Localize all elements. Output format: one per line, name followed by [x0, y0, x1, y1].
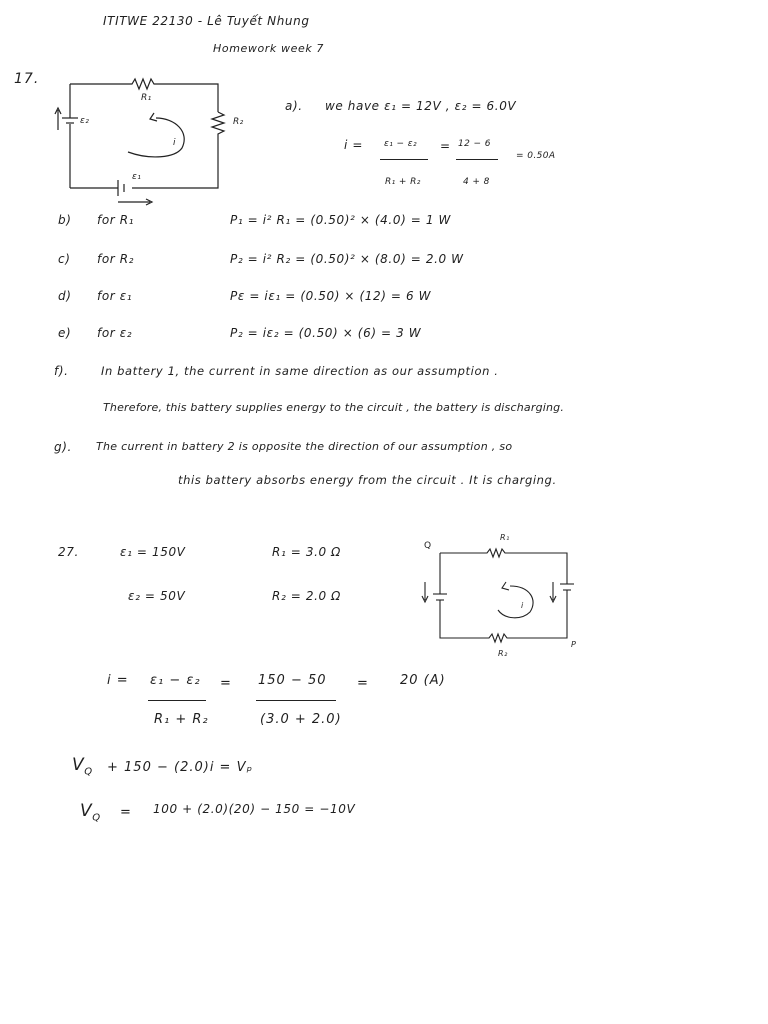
part-d-equation: Pε = iε₁ = (0.50) × (12) = 6 W: [230, 289, 432, 303]
part-c-equation: P₂ = i² R₂ = (0.50)² × (8.0) = 2.0 W: [230, 252, 464, 266]
p27-i-lhs: i =: [107, 673, 129, 688]
p27-eq1: =: [220, 676, 232, 691]
circuit27-p-label: P: [571, 640, 577, 649]
part-c-for: for R₂: [97, 252, 135, 266]
vq-symbol-1: [72, 755, 93, 777]
p27-fraction-bar-1: [148, 700, 206, 701]
part-f-line-1: In battery 1, the current in same direction as our assumption .: [101, 364, 499, 378]
homework-title: Homework week 7: [213, 42, 324, 55]
circuit27-r2-label: R₂: [498, 649, 508, 658]
vq-line-1: + 150 − (2.0)i = Vₚ: [107, 760, 254, 775]
p27-den2: (3.0 + 2.0): [260, 712, 342, 727]
part-a-den1: R₁ + R₂: [385, 177, 421, 187]
vq-line-2: 100 + (2.0)(20) − 150 = −10V: [153, 802, 356, 816]
p27-fraction-bar-2: [256, 700, 336, 701]
problem-27-e1: ε₁ = 150V: [120, 545, 186, 559]
part-a-result: = 0.50A: [516, 151, 556, 161]
p27-den1: R₁ + R₂: [154, 712, 209, 727]
part-a-num1: ε₁ − ε₂: [384, 139, 418, 149]
circuit27-q-label: Q: [424, 541, 432, 551]
problem-27-number: 27.: [58, 545, 79, 559]
p27-num2: 150 − 50: [258, 673, 327, 688]
part-a-label: a).: [285, 99, 303, 113]
vq-symbol-2: [80, 801, 101, 823]
part-g-label: g).: [54, 440, 72, 454]
part-g-line-2: this battery absorbs energy from the circuit . It is charging.: [178, 473, 557, 487]
circuit17-e1-label: ε₁: [132, 172, 142, 182]
p27-num1: ε₁ − ε₂: [150, 673, 201, 688]
vq-letter-2: V: [80, 801, 93, 821]
part-a-given: we have ε₁ = 12V , ε₂ = 6.0V: [325, 99, 517, 113]
part-d-for: for ε₁: [97, 289, 133, 303]
circuit17-e2-label: ε₂: [80, 116, 90, 126]
problem-27-r1: R₁ = 3.0 Ω: [272, 545, 341, 559]
part-f-label: f).: [54, 364, 69, 378]
vq-sub-1: Q: [84, 766, 93, 778]
part-c-label: c): [58, 252, 71, 266]
part-g-line-1: The current in battery 2 is opposite the direction of our assumption , so: [96, 440, 513, 453]
part-b-for: for R₁: [97, 213, 135, 227]
p27-result: 20 (A): [400, 673, 446, 688]
part-a-eq: =: [440, 139, 451, 153]
part-a-i-lhs: i =: [344, 138, 364, 152]
circuit17-r1-label: R₁: [141, 93, 152, 103]
circuit27-loop-label: i: [521, 601, 524, 610]
part-e-label: e): [58, 326, 72, 340]
circuit17-loop-label: i: [173, 138, 176, 148]
part-e-equation: P₂ = iε₂ = (0.50) × (6) = 3 W: [230, 326, 422, 340]
part-b-equation: P₁ = i² R₁ = (0.50)² × (4.0) = 1 W: [230, 213, 451, 227]
p27-eq2: =: [357, 676, 369, 691]
problem-27-e2: ε₂ = 50V: [128, 589, 186, 603]
vq-sub-2: Q: [92, 812, 101, 824]
vq-letter-1: V: [72, 755, 85, 775]
part-f-line-2: Therefore, this battery supplies energy to the circuit , the battery is discharging.: [103, 401, 565, 414]
part-e-for: for ε₂: [97, 326, 133, 340]
part-a-den2: 4 + 8: [463, 177, 490, 187]
vq-line-2-eq: =: [120, 805, 132, 820]
part-a-num2: 12 − 6: [458, 139, 491, 149]
circuit27-r1-label: R₁: [500, 533, 510, 542]
student-header: ITITWE 22130 - Lê Tuyết Nhung: [103, 14, 310, 28]
problem-27-r2: R₂ = 2.0 Ω: [272, 589, 341, 603]
problem-17-number: 17.: [14, 71, 40, 87]
part-d-label: d): [58, 289, 72, 303]
circuit17-r2-label: R₂: [233, 117, 244, 127]
part-b-label: b): [58, 213, 72, 227]
